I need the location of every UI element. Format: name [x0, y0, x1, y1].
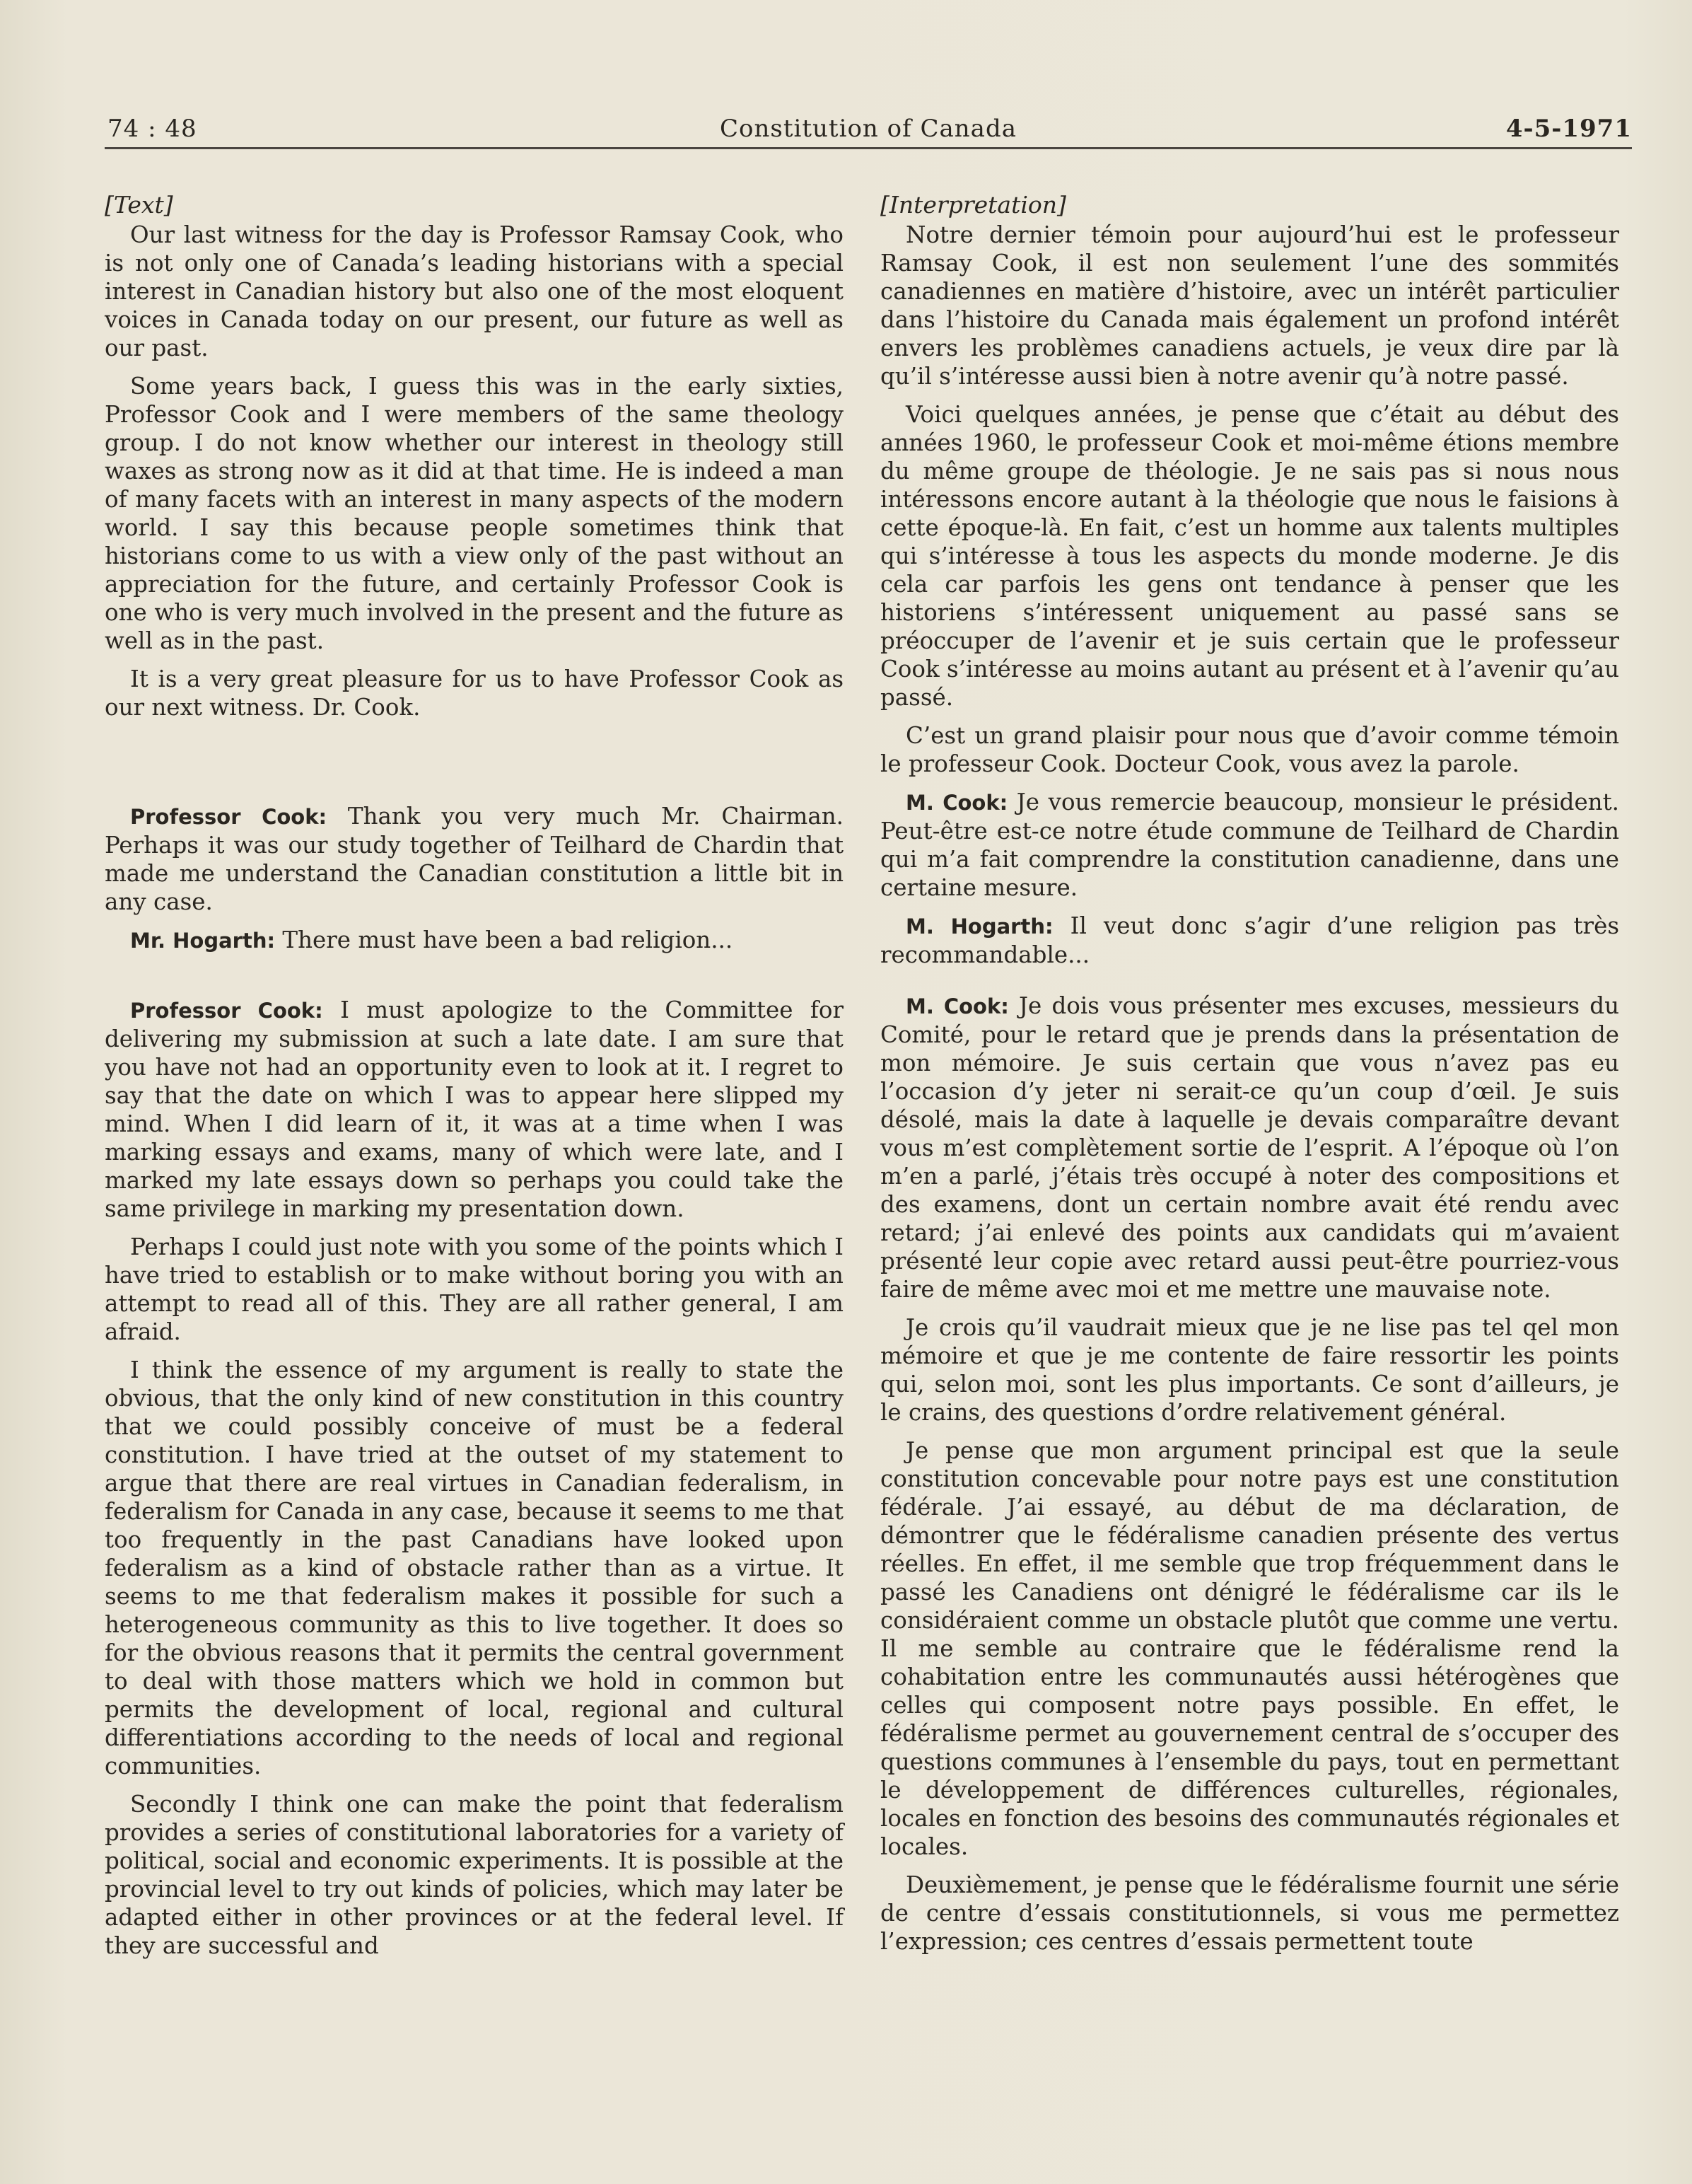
- speech-text: There must have been a bad religion...: [275, 927, 733, 953]
- paragraph: C’est un grand plaisir pour nous que d’avoir comme témoin le professeur Cook. Docteur Cook, vous avez la parole.: [880, 722, 1619, 777]
- paragraph: Perhaps I could just note with you some of the points which I have tried to establish or to make without boring you with an attempt to read all of this. They are all rather general, I am afraid.: [105, 1233, 844, 1345]
- speech-text: Thank you very much Mr. Chairman. Perhaps it was our study together of Teilhard de Chardin that made me understand the Canadian constitution a little bit in any case.: [105, 803, 844, 915]
- french-column: [880, 191, 1619, 1965]
- speaker-name: M. Cook:: [906, 994, 1009, 1018]
- speech-text: Je vous remercie beaucoup, monsieur le président. Peut-être est-ce notre étude commune de Teilhard de Chardin qui m’a fait comprendre la constitution canadienne, dans une certaine mesure.: [880, 789, 1619, 901]
- speaker-name: M. Cook:: [906, 791, 1008, 815]
- spacer: [880, 979, 1619, 992]
- speaker-paragraph: [880, 912, 1619, 969]
- spacer: [105, 965, 844, 996]
- speech-text: I must apologize to the Committee for delivering my submission at such a late date. I am sure that you have not had an opportunity even to look at it. I regret to say that the date on which I was to appear here slipped my mind. When I did learn of it, it was at a time when I was marking essays and exams, many of which were late, and I marked my late essays down so perhaps you could take the same privilege in marking my presentation down.: [105, 997, 844, 1222]
- language-tag-text: [Text]: [105, 191, 173, 219]
- speaker-name: Professor Cook:: [130, 999, 323, 1023]
- paragraph: Our last witness for the day is Professor Ramsay Cook, who is not only one of Canada’s leading historians with a special interest in Canadian history but also one of the most eloquent voices in Canada today on our present, our future as well as our past.: [105, 221, 844, 361]
- speaker-name: M. Hogarth:: [906, 914, 1054, 939]
- language-tag-interpretation: [Interpretation]: [880, 191, 1066, 219]
- speaker-paragraph: [105, 802, 844, 916]
- paragraph: Secondly I think one can make the point that federalism provides a series of constitutional laboratories for a variety of political, social and economic experiments. It is possible at the provincial level to try out kinds of policies, which may later be adapted either in other provinces or at the federal level. If they are successful and: [105, 1791, 844, 1959]
- speaker-name: Professor Cook:: [130, 805, 327, 829]
- speaker-paragraph: [880, 788, 1619, 902]
- speaker-paragraph: [880, 992, 1619, 1303]
- page-date: 4-5-1971: [1505, 115, 1632, 143]
- paragraph: Notre dernier témoin pour aujourd’hui est le professeur Ramsay Cook, il est non seulement l’une des sommités canadiennes en matière d’histoire, avec un intérêt particulier dans l’histoire du Canada mais également un profond intérêt envers les problèmes canadiens actuels, je veux dire par là qu’il s’intéresse aussi bien à notre avenir qu’à notre passé.: [880, 221, 1619, 390]
- spacer: [105, 731, 844, 802]
- page-number: 74 : 48: [107, 115, 197, 143]
- publication-title: Constitution of Canada: [720, 115, 1017, 143]
- speaker-paragraph: [105, 926, 844, 955]
- speech-text: Je dois vous présenter mes excuses, messieurs du Comité, pour le retard que je prends dans la présentation de mon mémoire. Je suis certain que vous n’avez pas eu l’occasion d’y jeter ni serait-ce qu’un coup d’œil. Je suis désolé, mais la date à laquelle je devais comparaître devant vous m’est complètement sortie de l’esprit. A l’époque où l’on m’en a parlé, j’étais très occupé à noter des compositions et des examens, dont un certain nombre avait été rendu avec retard; j’ai enlevé des points aux candidats qui m’avaient présenté leur copie avec retard aussi peut-être pourriez-vous faire de même avec moi et me mettre une mauvaise note.: [880, 992, 1620, 1303]
- paragraph: Deuxièmement, je pense que le fédéralisme fournit une série de centre d’essais constitutionnels, si vous me permettez l’expression; ces centres d’essais permettent toute: [880, 1871, 1619, 1955]
- paragraph: Je crois qu’il vaudrait mieux que je ne lise pas tel qel mon mémoire et que je me contente de faire ressortir les points qui, selon moi, sont les plus importants. Ce sont d’ailleurs, je le crains, des questions d’ordre relativement général.: [880, 1314, 1619, 1426]
- speaker-paragraph: [105, 996, 844, 1223]
- paragraph: I think the essence of my argument is really to state the obvious, that the only kind of new constitution in this country that we could possibly conceive of must be a federal constitution. I have tried at the outset of my statement to argue that there are real virtues in Canadian federalism, in federalism for Canada in any case, because it seems to me that too frequently in the past Canadians have looked upon federalism as a kind of obstacle rather than as a virtue. It seems to me that federalism makes it possible for such a heterogeneous community as this to live together. It does so for the obvious reasons that it permits the central government to deal with those matters which we hold in common but permits the development of local, regional and cultural differentiations according to the needs of local and regional communities.: [105, 1357, 844, 1779]
- paragraph: Je pense que mon argument principal est que la seule constitution concevable pour notre pays est une constitution fédérale. J’ai essayé, au début de ma déclaration, de démontrer que le fédéralisme canadien présente des vertus réelles. En effet, il me semble que trop fréquemment dans le passé les Canadiens ont dénigré le fédéralisme car ils le considéraient comme un obstacle plutôt que comme une vertu. Il me semble au contraire que le fédéralisme rend la cohabitation entre les communautés aussi hétérogènes que celles qui composent notre pays possible. En effet, le fédéralisme permet au gouvernement central de s’occuper des questions communes à l’ensemble du pays, tout en permettant le développement de différences culturelles, régionales, locales en fonction des besoins des communautés régionales et locales.: [880, 1437, 1619, 1860]
- speech-text: Il veut donc s’agir d’une religion pas très recommandable...: [880, 912, 1619, 968]
- paragraph: Voici quelques années, je pense que c’était au début des années 1960, le professeur Cook et moi-même étions membre du même groupe de théologie. Je ne sais pas si nous nous intéressons encore autant à la théologie que nous le faisions à cette époque-là. En fait, c’est un homme aux talents multiples qui s’intéresse à tous les aspects du monde moderne. Je dis cela car parfois les gens ont tendance à penser que les historiens s’intéressent uniquement au passé sans se préoccuper de l’avenir et je suis certain que le professeur Cook s’intéresse au moins autant au présent et à l’avenir qu’au passé.: [880, 401, 1619, 711]
- paragraph: Some years back, I guess this was in the early sixties, Professor Cook and I were members of the same theology group. I do not know whether our interest in theology still waxes as strong now as it did at that time. He is indeed a man of many facets with an interest in many aspects of the modern world. I say this because people sometimes think that historians come to us with a view only of the past without an appreciation for the future, and certainly Professor Cook is one who is very much involved in the present and the future as well as in the past.: [105, 373, 844, 654]
- english-column: [105, 191, 844, 1970]
- paragraph: It is a very great pleasure for us to have Professor Cook as our next witness. Dr. Cook.: [105, 666, 844, 721]
- speaker-name: Mr. Hogarth:: [130, 929, 276, 953]
- page-header: [105, 106, 1632, 149]
